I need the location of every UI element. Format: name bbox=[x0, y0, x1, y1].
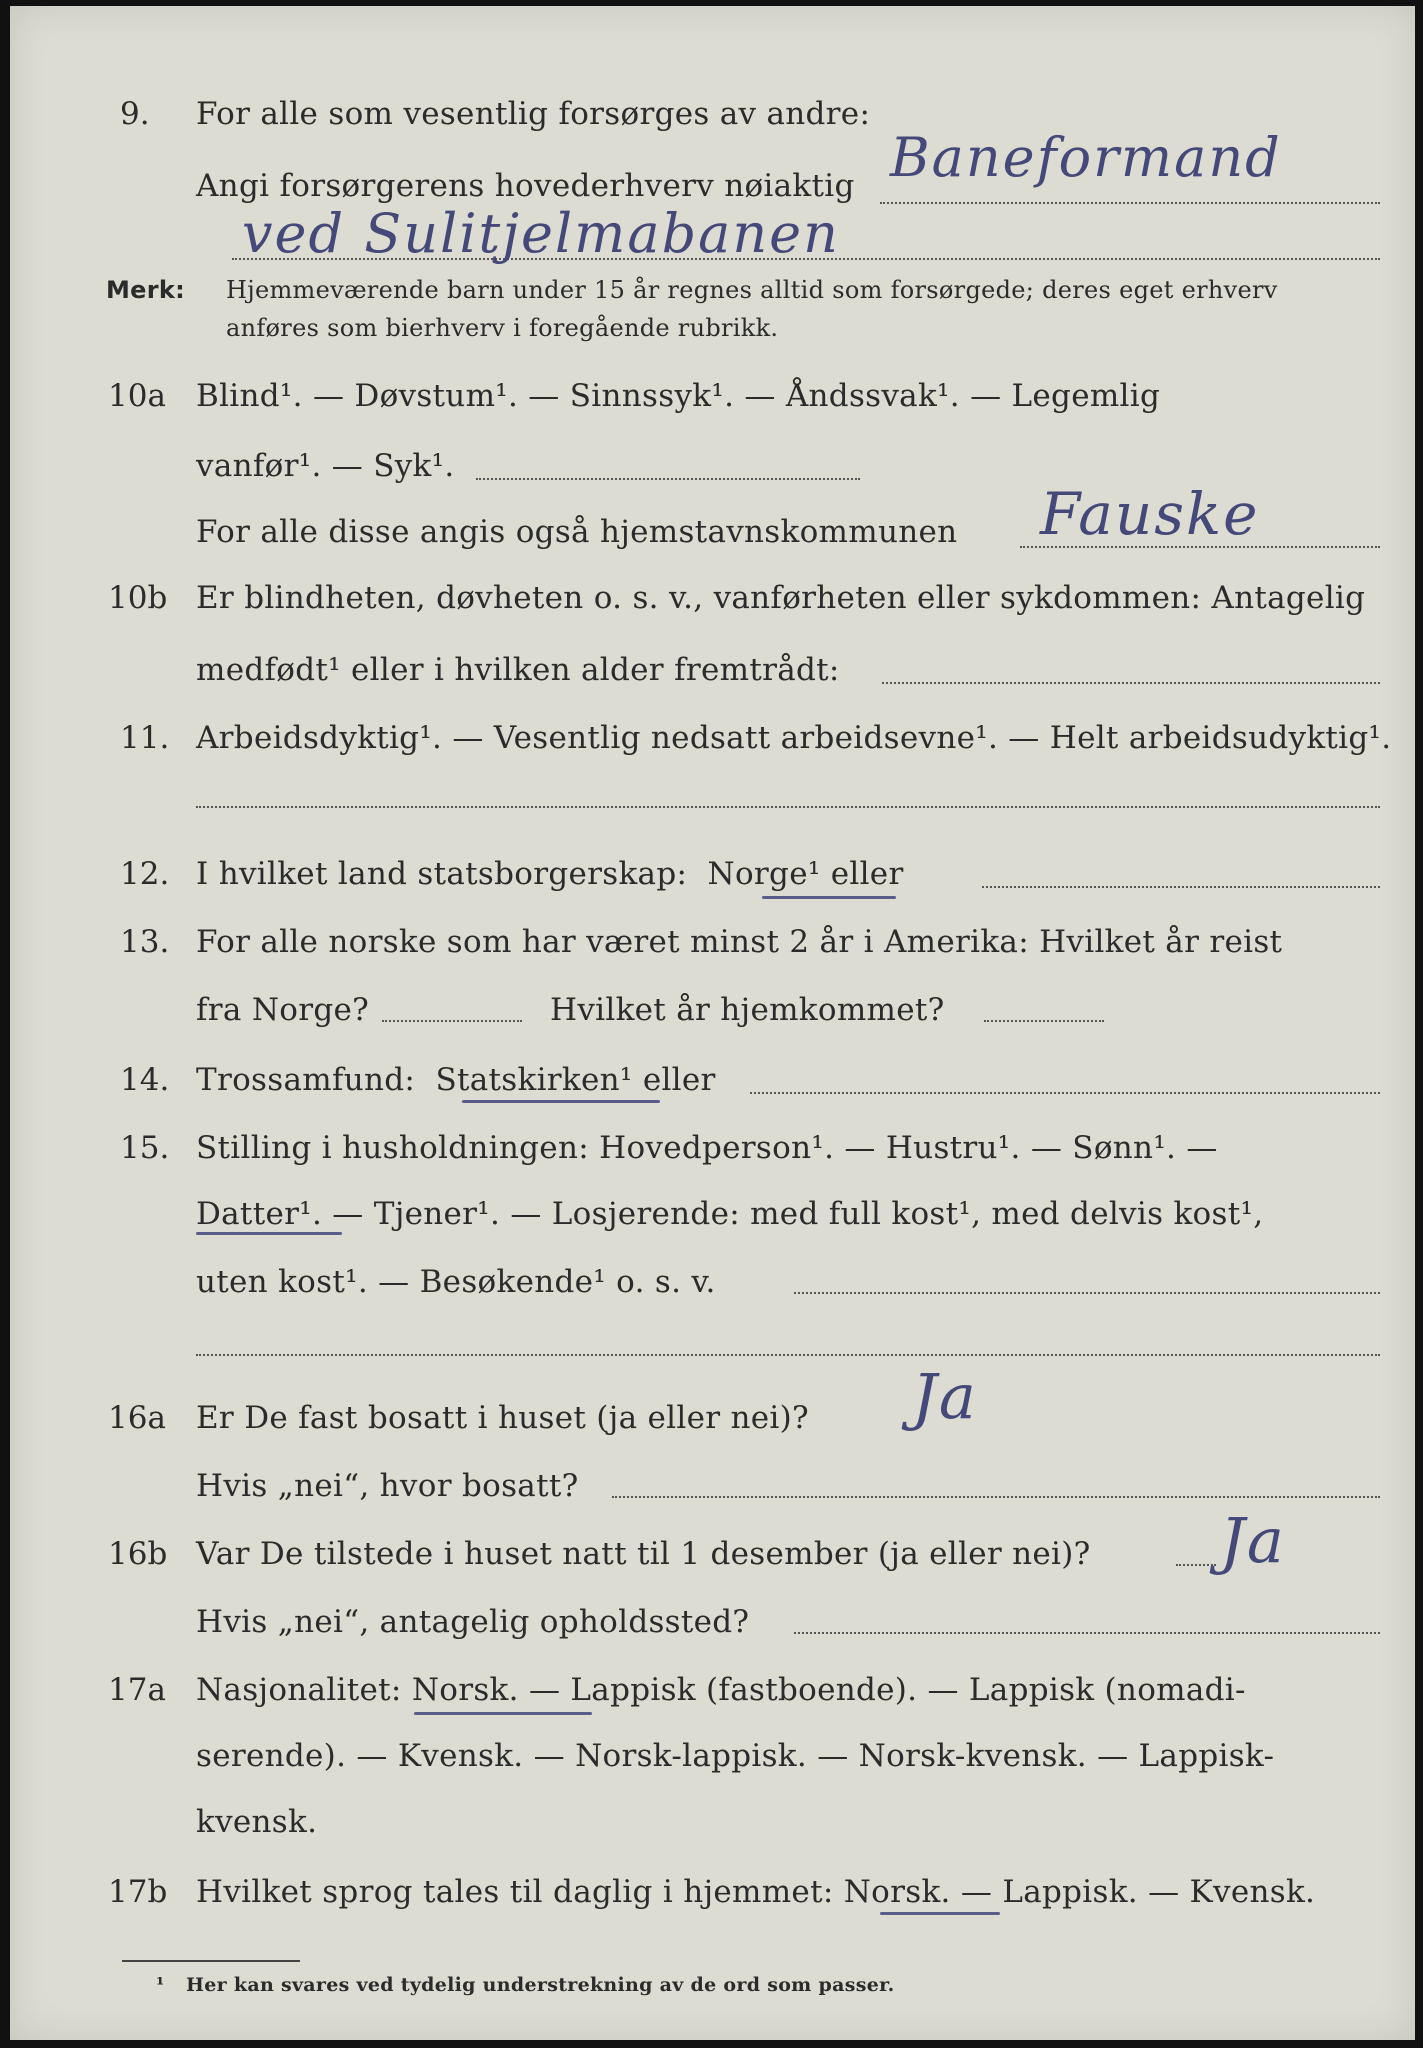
q15-line-1: Stilling i husholdningen: Hovedperson¹. — Hustru¹. — Sønn¹. — bbox=[196, 1130, 1218, 1166]
q13-line-2a: fra Norge? bbox=[196, 992, 370, 1028]
q16a-line-2: Hvis „nei“, hvor bosatt? bbox=[196, 1468, 579, 1504]
q13-year-returned-line bbox=[984, 1020, 1104, 1022]
q15-line-3-dots bbox=[794, 1292, 1380, 1294]
q15-answer-line bbox=[196, 1354, 1380, 1356]
census-form-page bbox=[10, 6, 1415, 2040]
footnote-text: Her kan svares ved tydelig understrekning av de ord som passer. bbox=[186, 1974, 895, 1996]
question-number-16a: 16a bbox=[108, 1400, 166, 1436]
q9-line-2: Angi forsørgerens hovederhverv nøiaktig bbox=[196, 168, 855, 204]
q16b-line-2: Hvis „nei“, antagelig opholdssted? bbox=[196, 1604, 750, 1640]
q10a-handwritten-answer: Fauske bbox=[1040, 480, 1260, 548]
question-number-17a: 17a bbox=[108, 1672, 166, 1708]
q10b-answer-line bbox=[882, 682, 1380, 684]
footnote-rule bbox=[122, 1960, 300, 1962]
q9-answer-line-1 bbox=[880, 202, 1380, 204]
q9-handwritten-answer-2: ved Sulitjelmabanen bbox=[242, 202, 840, 265]
q12-underlined-answer: Norge¹ bbox=[707, 856, 821, 892]
q11-answer-line bbox=[196, 806, 1380, 808]
question-number-16b: 16b bbox=[108, 1536, 168, 1572]
q16b-line-1: Var De tilstede i huset natt til 1 desember (ja eller nei)? bbox=[196, 1536, 1091, 1572]
q9-handwritten-answer-1: Baneformand bbox=[890, 126, 1282, 189]
q13-line-2b: Hvilket år hjemkommet? bbox=[550, 992, 945, 1028]
q16b-answer-line bbox=[1176, 1564, 1216, 1566]
q16b-handwritten-answer: Ja bbox=[1220, 1504, 1286, 1577]
q17a-line-1: Nasjonalitet: Norsk. — Lappisk (fastboende). — Lappisk (nomadi- bbox=[196, 1672, 1246, 1708]
merk-label: Merk: bbox=[106, 276, 186, 304]
q15-line-2: Datter¹. — Tjener¹. — Losjerende: med full kost¹, med delvis kost¹, bbox=[196, 1196, 1264, 1232]
q12-answer-underline bbox=[762, 896, 896, 899]
question-number-14: 14. bbox=[120, 1062, 170, 1098]
q13-year-left-line bbox=[382, 1020, 522, 1022]
footnote-mark: ¹ bbox=[156, 1974, 165, 1996]
q16a-line-1: Er De fast bosatt i huset (ja eller nei)? bbox=[196, 1400, 809, 1436]
q16b-place-line bbox=[794, 1632, 1380, 1634]
merk-line-2: anføres som bierhverv i foregående rubrikk. bbox=[226, 314, 779, 342]
q17b-underlined-answer: Norsk. bbox=[843, 1874, 951, 1910]
q17a-answer-underline bbox=[414, 1712, 592, 1715]
q14-underlined-answer: Statskirken¹ bbox=[435, 1062, 633, 1098]
q15-underlined-answer: Datter¹. bbox=[196, 1196, 323, 1232]
q16a-answer-line bbox=[612, 1496, 1380, 1498]
q10b-line-1: Er blindheten, døvheten o. s. v., vanførheten eller sykdommen: Antagelig bbox=[196, 580, 1366, 616]
question-number-15: 15. bbox=[120, 1130, 170, 1166]
q15-line-3: uten kost¹. — Besøkende¹ o. s. v. bbox=[196, 1264, 716, 1300]
q17b-answer-underline bbox=[880, 1912, 1000, 1915]
q17a-line-2: serende). — Kvensk. — Norsk-lappisk. — Norsk-kvensk. — Lappisk- bbox=[196, 1738, 1275, 1774]
q17a-line-3: kvensk. bbox=[196, 1804, 318, 1840]
q14-answer-line bbox=[750, 1092, 1380, 1094]
q14-line: Trossamfund: Statskirken¹ eller bbox=[196, 1062, 716, 1098]
q10a-line-2-dots bbox=[476, 478, 860, 480]
q10a-line-1: Blind¹. — Døvstum¹. — Sinnssyk¹. — Åndssvak¹. — Legemlig bbox=[196, 378, 1161, 414]
q9-line-1: For alle som vesentlig forsørges av andre: bbox=[196, 96, 871, 132]
q10b-line-2: medfødt¹ eller i hvilken alder fremtrådt: bbox=[196, 652, 840, 688]
question-number-12: 12. bbox=[120, 856, 170, 892]
q12-line: I hvilket land statsborgerskap: Norge¹ eller bbox=[196, 856, 904, 892]
q12-answer-line bbox=[982, 886, 1380, 888]
q17b-line: Hvilket sprog tales til daglig i hjemmet: Norsk. — Lappisk. — Kvensk. bbox=[196, 1874, 1316, 1910]
q16a-handwritten-answer: Ja bbox=[912, 1360, 978, 1433]
q11-line-1: Arbeidsdyktig¹. — Vesentlig nedsatt arbeidsevne¹. — Helt arbeidsudyktig¹. bbox=[196, 720, 1392, 756]
q10a-line-2: vanfør¹. — Syk¹. bbox=[196, 448, 455, 484]
merk-line-1: Hjemmeværende barn under 15 år regnes alltid som forsørgede; deres eget erhverv bbox=[226, 276, 1278, 304]
q13-line-1: For alle norske som har været minst 2 år i Amerika: Hvilket år reist bbox=[196, 924, 1283, 960]
question-number-13: 13. bbox=[120, 924, 170, 960]
question-number-9: 9. bbox=[120, 96, 150, 132]
question-number-17b: 17b bbox=[108, 1874, 168, 1910]
question-number-10a: 10a bbox=[108, 378, 166, 414]
q10a-line-3: For alle disse angis også hjemstavnskommunen bbox=[196, 514, 958, 550]
question-number-11: 11. bbox=[120, 720, 170, 756]
question-number-10b: 10b bbox=[108, 580, 168, 616]
q17a-underlined-answer: Norsk. bbox=[411, 1672, 519, 1708]
q14-answer-underline bbox=[462, 1100, 660, 1103]
q15-answer-underline bbox=[196, 1232, 342, 1235]
